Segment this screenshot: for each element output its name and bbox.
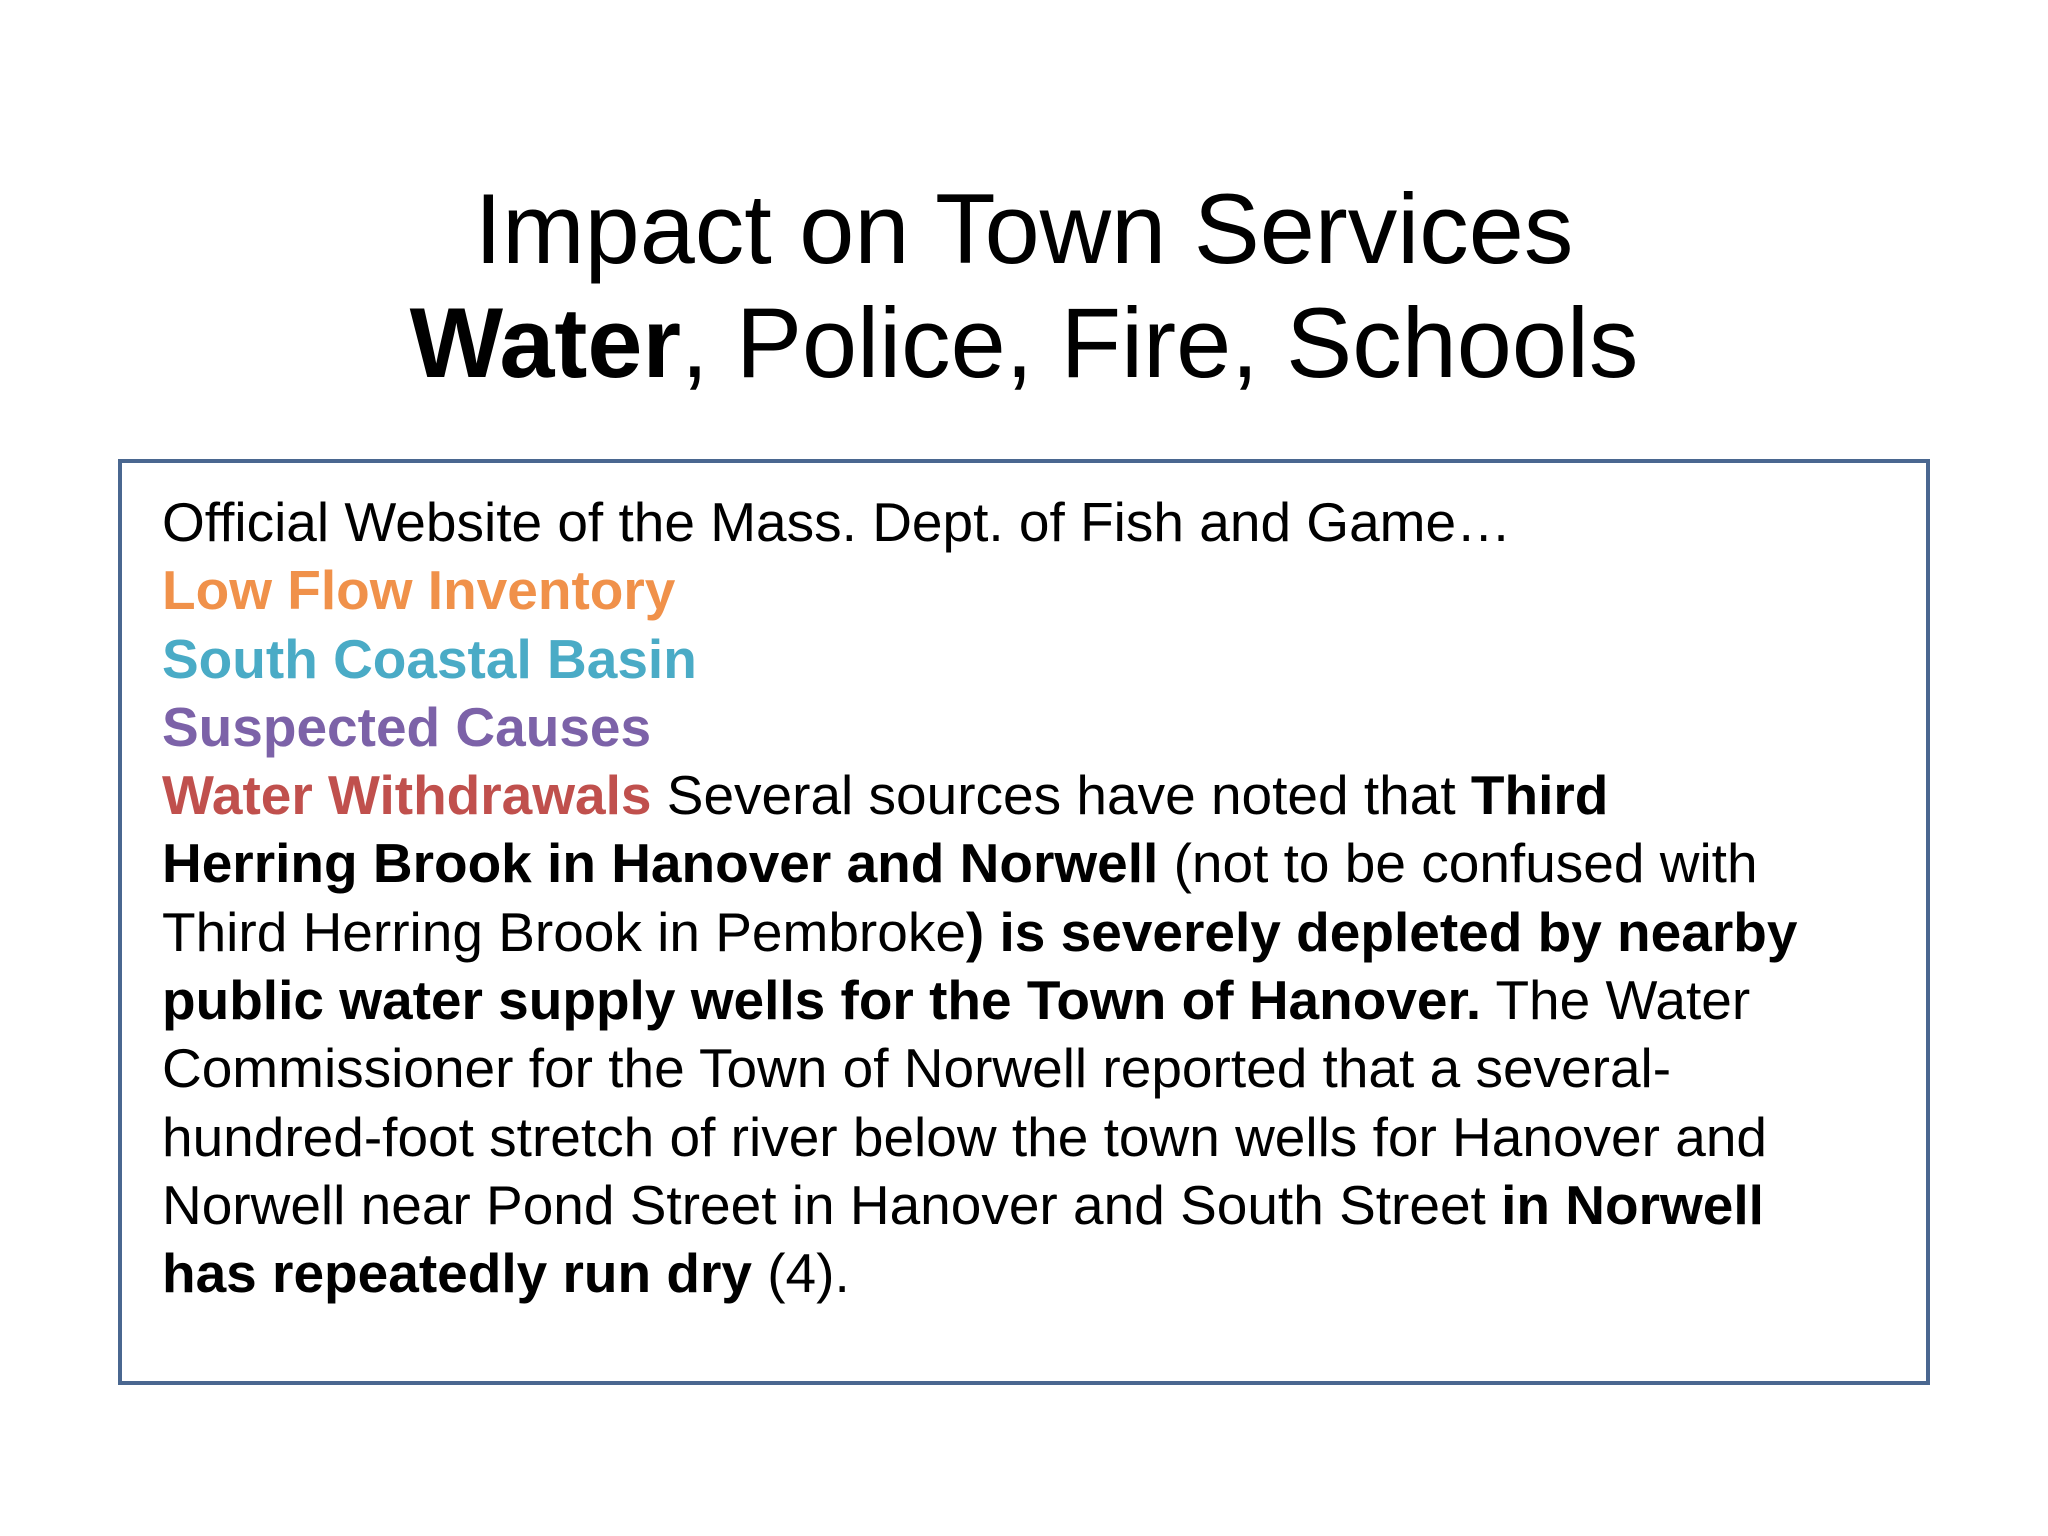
intro-line: Official Website of the Mass. Dept. of Fish and Game… [162,491,1512,553]
body-text-bold: Herring Brook in Hanover and Norwell [162,832,1159,895]
quote-box [118,459,1930,1385]
heading-suspected-causes: Suspected Causes [162,695,652,758]
slide-title [0,172,2048,400]
body-text-bold: Third [1470,764,1609,827]
body-text: Commissioner for the Town of Norwell reported that a several- [162,1037,1672,1100]
body-text: (not to be confused with [1158,832,1758,895]
title-line-2 [0,286,2048,400]
body-line-6 [162,1103,1907,1171]
body-text: Third Herring Brook in Pembroke [162,900,966,963]
heading-south-coastal-basin: South Coastal Basin [162,627,697,690]
heading-low-flow-inventory: Low Flow Inventory [162,559,676,622]
body-text-bold: in Norwell [1501,1173,1764,1236]
body-line-1 [162,761,1907,829]
body-text: The Water [1481,969,1751,1032]
body-line-5 [162,1034,1907,1102]
body-line-3 [162,898,1907,966]
title-water-bold: Water [409,287,681,398]
title-line-1: Impact on Town Services [474,173,1574,284]
title-services-list: , Police, Fire, Schools [681,287,1639,398]
heading-water-withdrawals: Water Withdrawals [162,764,652,827]
body-text: hundred-foot stretch of river below the town wells for Hanover and [162,1105,1767,1168]
body-line-8 [162,1239,1907,1307]
body-text-bold: has repeatedly run dry [162,1242,752,1305]
body-text-bold: public water supply wells for the Town of Hanover. [162,969,1482,1032]
quote-content [162,488,1907,1308]
body-text-bold: ) is severely depleted by nearby [965,900,1798,963]
body-text: Several sources have noted that [651,764,1471,827]
body-line-2 [162,829,1907,897]
body-text: (4). [751,1242,850,1305]
body-text: Norwell near Pond Street in Hanover and South Street [162,1173,1502,1236]
body-line-7 [162,1171,1907,1239]
body-line-4 [162,966,1907,1034]
